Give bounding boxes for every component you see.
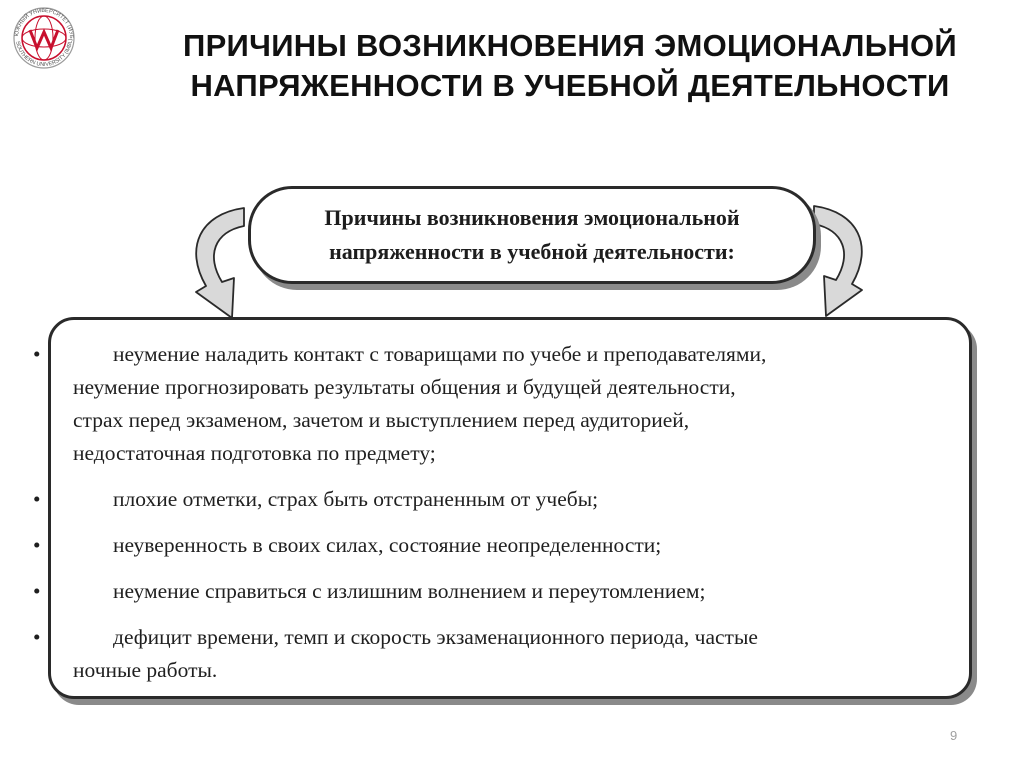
list-item [33,529,963,562]
list-item [33,575,963,608]
left-curved-arrow-icon [196,208,244,318]
logo-text-bottom: SOUTHERN UNIVERSITY (IMBL) [14,38,75,69]
causes-list [33,338,963,700]
list-item-text: плохие отметки, страх быть отстраненным от учебы; [113,487,599,511]
bullet-icon: • [33,342,41,366]
list-item [33,483,963,516]
slide-title-line-2: НАПРЯЖЕННОСТИ В УЧЕБНОЙ ДЕЯТЕЛЬНОСТИ [190,68,950,103]
causes-list-box [33,317,972,699]
list-item-text: неумение справиться с излишним волнением и переутомлением; [113,579,706,603]
slide-title-line-1: ПРИЧИНЫ ВОЗНИКНОВЕНИЯ ЭМОЦИОНАЛЬНОЙ [182,28,957,63]
header-box-line-2: напряженности в учебной деятельности: [329,239,735,264]
list-item-text: неумение наладить контакт с товарищами по учебе и преподавателями, неумение прогнозировать результаты общения и будущей деятельности, страх перед экзаменом, зачетом и выступлением перед аудиторией, недостаточная подготовка по предмету; [73,342,767,465]
list-item-text: дефицит времени, темп и скорость экзаменационного периода, частые ночные работы. [73,625,758,682]
list-item [33,621,963,687]
list-item-text: неуверенность в своих силах, состояние неопределенности; [113,533,662,557]
header-box-line-1: Причины возникновения эмоциональной [324,205,740,230]
bullet-icon: • [33,487,41,511]
bullet-icon: • [33,533,41,557]
list-item [33,338,963,470]
page-number: 9 [950,728,958,743]
causes-header-box [248,186,816,284]
bullet-icon: • [33,625,41,649]
right-curved-arrow-icon [814,206,862,316]
bullet-icon: • [33,579,41,603]
logo-text-top: ЮЖНЫЙ УНИВЕРСИТЕТ (ИУБ [13,7,75,39]
